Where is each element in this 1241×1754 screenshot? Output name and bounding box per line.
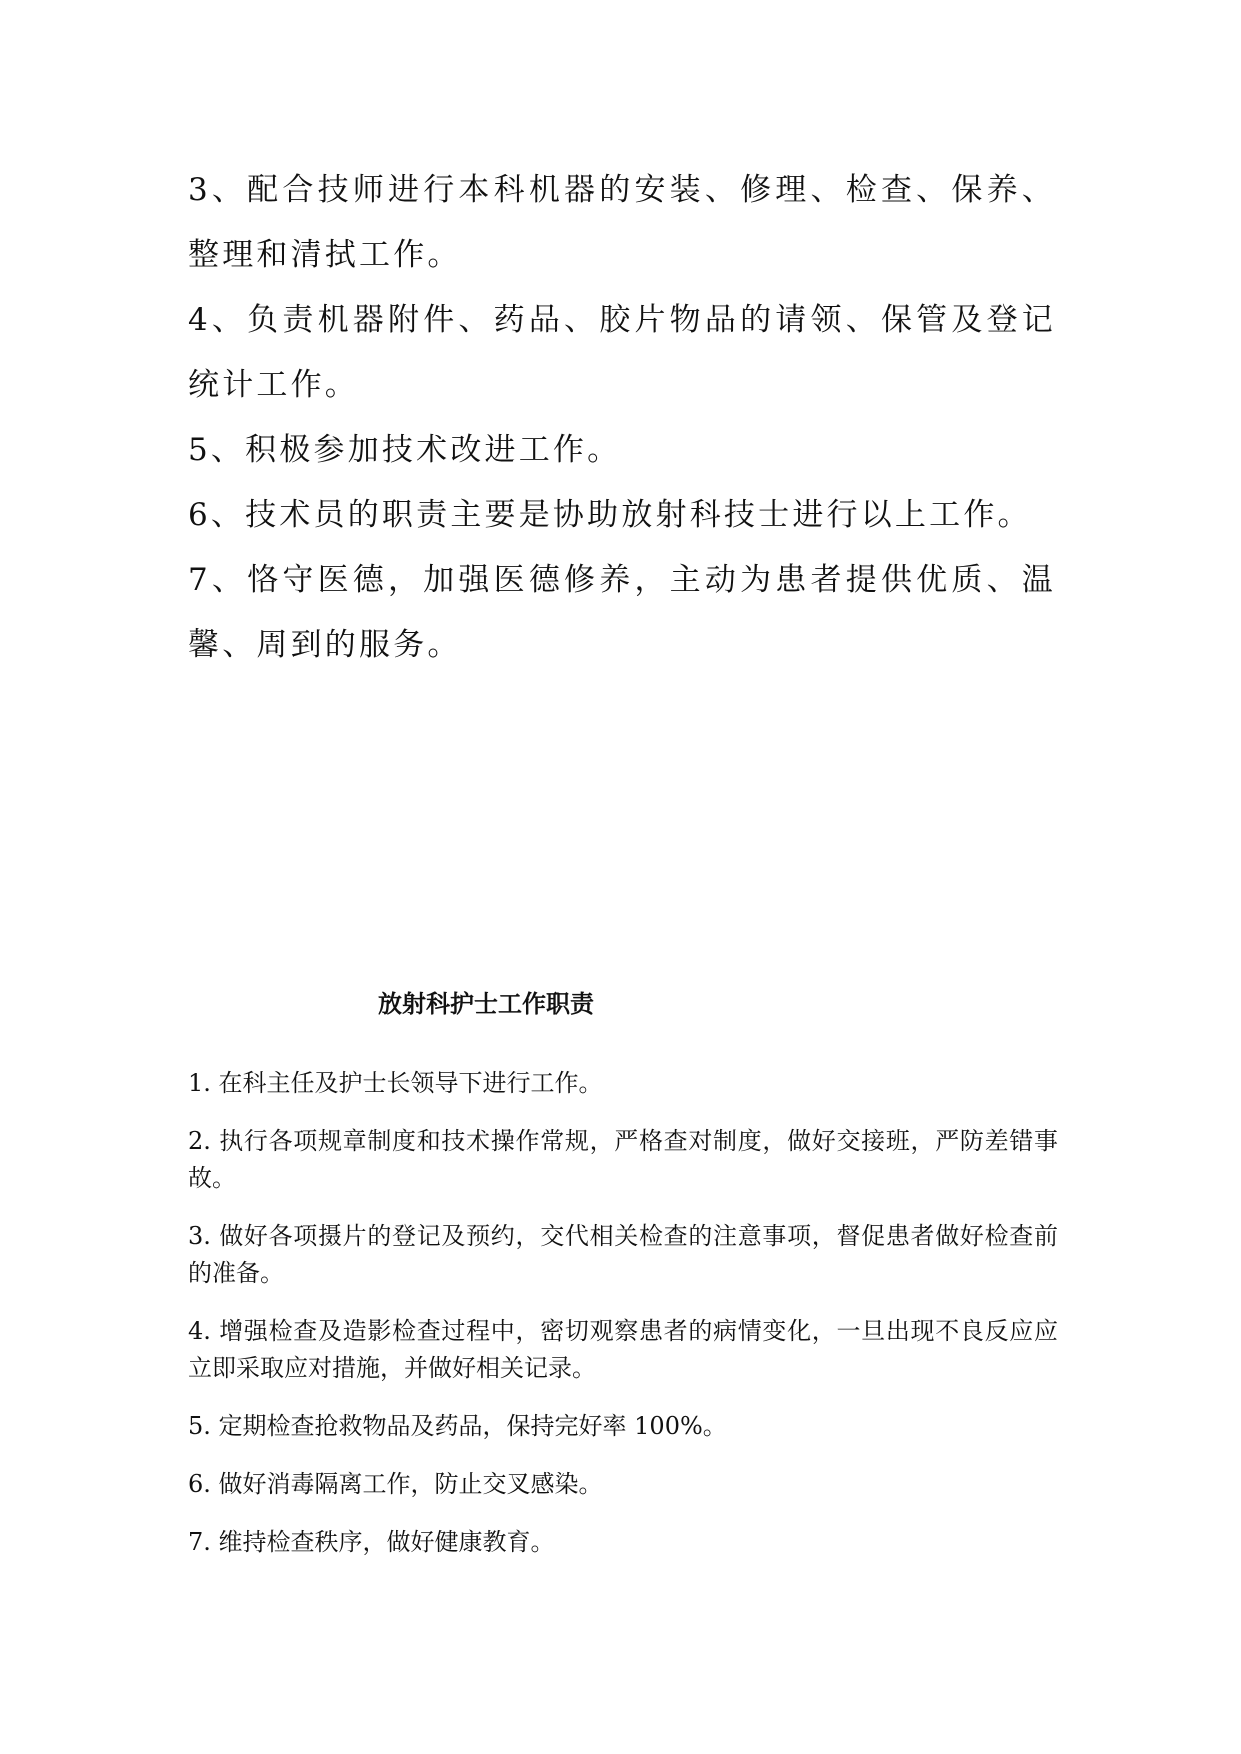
duty-item: 7、恪守医德，加强医德修养，主动为患者提供优质、温馨、周到的服务。 xyxy=(188,562,1056,663)
duty-item: 3、配合技师进行本科机器的安装、修理、检查、保养、整理和清拭工作。 xyxy=(188,172,1056,273)
nurse-duty-item: 2. 执行各项规章制度和技术操作常规，严格查对制度，做好交接班，严防差错事故。 xyxy=(188,1127,1058,1192)
duty-item: 6、技术员的职责主要是协助放射科技士进行以上工作。 xyxy=(188,497,1032,533)
nurse-duty-item: 6. 做好消毒隔离工作，防止交叉感染。 xyxy=(188,1470,603,1498)
duty-item: 5、积极参加技术改进工作。 xyxy=(188,432,622,468)
nurse-duty-item: 3. 做好各项摄片的登记及预约，交代相关检查的注意事项，督促患者做好检查前的准备。 xyxy=(188,1222,1058,1287)
nurse-duty-item: 7. 维持检查秩序，做好健康教育。 xyxy=(188,1528,555,1556)
nurse-duty-item: 1. 在科主任及护士长领导下进行工作。 xyxy=(188,1069,603,1097)
technician-duties-list xyxy=(188,158,1056,678)
duty-item: 4、负责机器附件、药品、胶片物品的请领、保管及登记统计工作。 xyxy=(188,302,1056,403)
nurse-duty-item: 4. 增强检查及造影检查过程中，密切观察患者的病情变化，一旦出现不良反应应立即采取应对措施，并做好相关记录。 xyxy=(188,1317,1058,1382)
nurse-duty-item: 5. 定期检查抢救物品及药品，保持完好率 100%。 xyxy=(188,1412,727,1440)
section-title: 放射科护士工作职责 xyxy=(378,989,594,1018)
nurse-duties-list xyxy=(188,1065,1058,1582)
